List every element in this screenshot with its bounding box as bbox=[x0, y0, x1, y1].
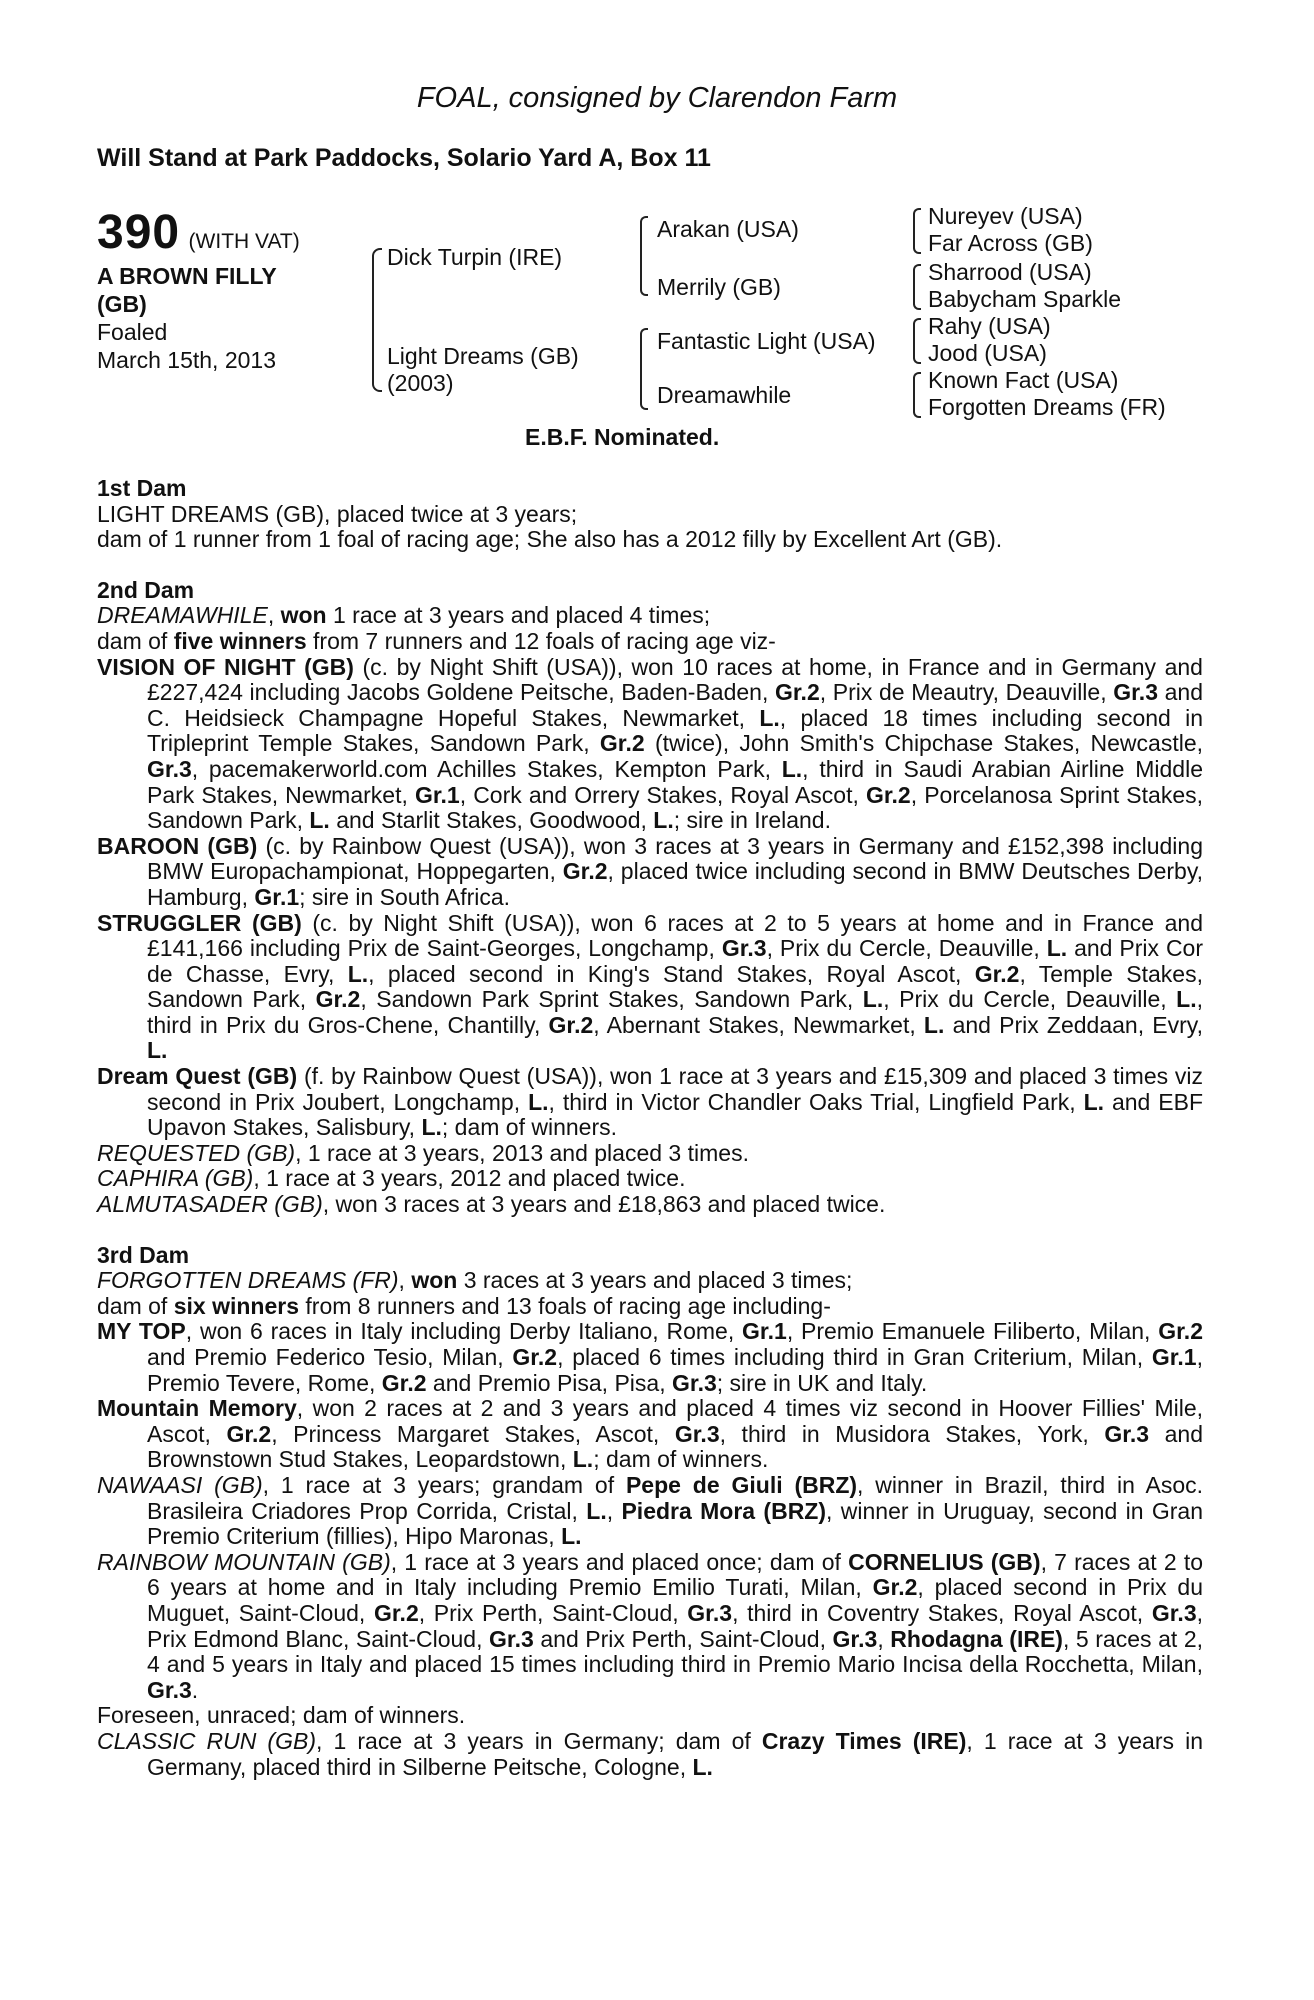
list-item: REQUESTED (GB), 1 race at 3 years, 2013 and placed 3 times. bbox=[97, 1139, 749, 1166]
list-item: ALMUTASADER (GB), won 3 races at 3 years and £18,863 and placed twice. bbox=[97, 1191, 886, 1218]
second-dam-heading: 2nd Dam bbox=[97, 576, 195, 603]
first-dam-record: LIGHT DREAMS (GB), placed twice at 3 years; dam of 1 runner from 1 foal of racing age; She also has a 2012 filly by Excellent Art (GB). bbox=[97, 500, 1003, 553]
list-item: NAWAASI (GB), 1 race at 3 years; grandam of Pepe de Giuli (BRZ), winner in Brazil, third in Asoc. Brasileira Criadores Prop Corrida, Cristal, L., Piedra Mora (BRZ), winner in Uruguay, second in Gran Premio Criterium (fillies), Hipo Maronas, L. bbox=[97, 1471, 1204, 1550]
foaled-info bbox=[97, 318, 276, 374]
horse-description bbox=[97, 262, 277, 318]
list-item: Dream Quest (GB) (f. by Rainbow Quest (USA)), won 1 race at 3 years and £15,309 and placed 3 times viz second in Prix Joubert, Longchamp, L., third in Victor Chandler Oaks Trial, Lingfield Park, L. and EBF Upavon Stakes, Salisbury, L.; dam of winners. bbox=[97, 1063, 1204, 1141]
lot-number-value: 390 bbox=[97, 206, 181, 259]
horse-description-line2: (GB) bbox=[97, 291, 147, 317]
horse-description-line1: A BROWN FILLY bbox=[97, 263, 277, 289]
pedigree-dam-sire: Fantastic Light (USA) bbox=[657, 328, 876, 354]
pedigree-brace bbox=[640, 328, 648, 410]
third-dam-record: FORGOTTEN DREAMS (FR), won 3 races at 3 years and placed 3 times; dam of six winners from 8 runners and 13 foals of racing age including- bbox=[97, 1267, 853, 1319]
pedigree-sire-sire: Arakan (USA) bbox=[657, 216, 799, 242]
lot-number bbox=[97, 205, 300, 260]
list-item: CAPHIRA (GB), 1 race at 3 years, 2012 and placed twice. bbox=[97, 1165, 686, 1192]
page-title: FOAL, consigned by Clarendon Farm bbox=[416, 82, 898, 114]
ebf-nominated: E.B.F. Nominated. bbox=[525, 424, 720, 450]
list-item: CLASSIC RUN (GB), 1 race at 3 years in Germany; dam of Crazy Times (IRE), 1 race at 3 years in Germany, placed third in Silberne Peitsche, Cologne, L. bbox=[97, 1727, 1203, 1780]
second-dam-record: DREAMAWHILE, won 1 race at 3 years and placed 4 times; dam of five winners from 7 runners and 12 foals of racing age viz- bbox=[97, 602, 776, 654]
pedigree-dam: Light Dreams (GB) bbox=[387, 343, 579, 369]
pedigree-brace bbox=[913, 264, 921, 310]
pedigree-sire-dam: Merrily (GB) bbox=[657, 274, 781, 300]
pedigree-brace bbox=[913, 318, 921, 364]
pedigree-dam-year: (2003) bbox=[387, 370, 454, 396]
pedigree-brace bbox=[372, 248, 382, 392]
produce-record bbox=[97, 476, 1203, 1780]
list-item: VISION OF NIGHT (GB) (c. by Night Shift (USA)), won 10 races at home, in France and in Germany and £227,424 including Jacobs Goldene Peitsche, Baden-Baden, Gr.2, Prix de Meautry, Deauville, Gr.3 and C. Heidsieck Champagne Hopeful Stakes, Newmarket, L., placed 18 times including second in Tripleprint Temple Stakes, Sandown Park, Gr.2 (twice), John Smith's Chipchase Stakes, Newcastle, Gr.3, pacemakerworld.com Achilles Stakes, Kempton Park, L., third in Saudi Arabian Airline Middle Park Stakes, Newmarket, Gr.1, Cork and Orrery Stakes, Royal Ascot, Gr.2, Porcelanosa Sprint Stakes, Sandown Park, L. and Starlit Stakes, Goodwood, L.; sire in Ireland. bbox=[97, 653, 1204, 834]
list-item: BAROON (GB) (c. by Rainbow Quest (USA)), won 3 races at 3 years in Germany and £152,398 including BMW Europachampionat, Hoppegarten, Gr.2, placed twice including second in BMW Deutsches Derby, Hamburg, Gr.1; sire in South Africa. bbox=[97, 832, 1204, 910]
pedigree-g2: Far Across (GB) bbox=[928, 230, 1093, 256]
pedigree-g7: Known Fact (USA) bbox=[928, 367, 1119, 393]
pedigree-brace bbox=[640, 216, 648, 296]
pedigree-g4: Babycham Sparkle bbox=[928, 286, 1122, 312]
stand-location: Will Stand at Park Paddocks, Solario Yard A, Box 11 bbox=[97, 144, 711, 172]
list-item: Foreseen, unraced; dam of winners. bbox=[97, 1702, 466, 1729]
pedigree-g6: Jood (USA) bbox=[928, 340, 1047, 366]
pedigree-g8: Forgotten Dreams (FR) bbox=[928, 394, 1166, 420]
first-dam-heading: 1st Dam bbox=[97, 475, 187, 501]
third-dam-heading: 3rd Dam bbox=[97, 1241, 190, 1268]
pedigree-g1: Nureyev (USA) bbox=[928, 203, 1083, 229]
vat-label: (WITH VAT) bbox=[188, 230, 300, 253]
pedigree-brace bbox=[913, 208, 921, 254]
list-item: STRUGGLER (GB) (c. by Night Shift (USA)), won 6 races at 2 to 5 years at home and in France and £141,166 including Prix de Saint-Georges, Longchamp, Gr.3, Prix du Cercle, Deauville, L. and Prix Cor de Chasse, Evry, L., placed second in King's Stand Stakes, Royal Ascot, Gr.2, Temple Stakes, Sandown Park, Gr.2, Sandown Park Sprint Stakes, Sandown Park, L., Prix du Cercle, Deauville, L., third in Prix du Gros-Chene, Chantilly, Gr.2, Abernant Stakes, Newmarket, L. and Prix Zeddaan, Evry, L. bbox=[97, 909, 1204, 1064]
foaled-label: Foaled bbox=[97, 319, 168, 345]
pedigree-g5: Rahy (USA) bbox=[928, 313, 1051, 339]
pedigree-brace bbox=[913, 372, 921, 418]
list-item: MY TOP, won 6 races in Italy including Derby Italiano, Rome, Gr.1, Premio Emanuele Filiberto, Milan, Gr.2 and Premio Federico Tesio, Milan, Gr.2, placed 6 times including third in Gran Criterium, Milan, Gr.1, Premio Tevere, Rome, Gr.2 and Premio Pisa, Pisa, Gr.3; sire in UK and Italy. bbox=[97, 1318, 1203, 1396]
pedigree-sire: Dick Turpin (IRE) bbox=[387, 244, 563, 270]
pedigree-g3: Sharrood (USA) bbox=[928, 259, 1092, 285]
pedigree-dam-dam: Dreamawhile bbox=[657, 382, 792, 408]
foaled-date: March 15th, 2013 bbox=[97, 347, 277, 373]
list-item: Mountain Memory, won 2 races at 2 and 3 years and placed 4 times viz second in Hoover Fillies' Mile, Ascot, Gr.2, Princess Margaret Stakes, Ascot, Gr.3, third in Musidora Stakes, York, Gr.3 and Brownstown Stud Stakes, Leopardstown, L.; dam of winners. bbox=[97, 1395, 1204, 1473]
list-item: RAINBOW MOUNTAIN (GB), 1 race at 3 years and placed once; dam of CORNELIUS (GB), 7 races at 2 to 6 years at home and in Italy including Premio Emilio Turati, Milan, Gr.2, placed second in Prix du Muguet, Saint-Cloud, Gr.2, Prix Perth, Saint-Cloud, Gr.3, third in Coventry Stakes, Royal Ascot, Gr.3, Prix Edmond Blanc, Saint-Cloud, Gr.3 and Prix Perth, Saint-Cloud, Gr.3, Rhodagna (IRE), 5 races at 2, 4 and 5 years in Italy and placed 15 times including third in Premio Mario Incisa della Rocchetta, Milan, Gr.3. bbox=[97, 1548, 1204, 1703]
